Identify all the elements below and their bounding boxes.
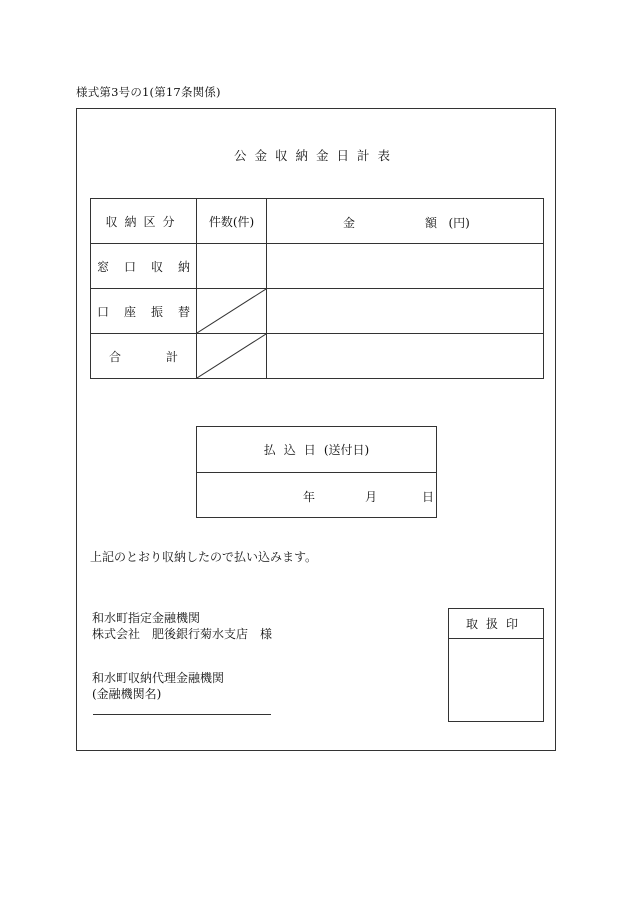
count-cell-window[interactable] [197, 244, 267, 289]
diagonal-slash [197, 289, 266, 333]
row-label-char: 替 [177, 304, 190, 319]
row-label-char: 窓 [97, 259, 110, 274]
agent-bank-block [92, 670, 224, 702]
year-label: 年 [303, 490, 316, 504]
table-row [91, 334, 544, 379]
designated-bank-title: 和水町指定金融機関 [92, 611, 201, 625]
row-label-char: 計 [165, 349, 178, 364]
agent-bank-name-label: (金融機関名) [92, 687, 162, 701]
table-row [91, 289, 544, 334]
header-amount-kin: 金 [343, 216, 356, 230]
header-amount-gaku-unit [425, 214, 470, 231]
month-label: 月 [365, 490, 378, 504]
header-amount-unit: (円) [448, 216, 470, 230]
document-title: 公金収納金日計表 [233, 148, 398, 163]
row-label-total [91, 334, 197, 379]
row-label-char: 納 [177, 259, 190, 274]
designated-bank-name: 株式会社 肥後銀行菊水支店 様 [92, 627, 273, 641]
handling-stamp-label: 取扱印 [449, 609, 543, 639]
amount-cell-transfer[interactable] [267, 289, 544, 334]
row-label-char: 収 [150, 259, 163, 274]
agent-bank-title: 和水町収納代理金融機関 [92, 671, 225, 685]
payment-date-header [197, 427, 436, 473]
header-amount-gaku: 額 [425, 216, 438, 230]
amount-cell-total[interactable] [267, 334, 544, 379]
row-label-char: 口 [97, 304, 110, 319]
payment-notice: 上記のとおり収納したので払い込みます。 [90, 550, 318, 564]
header-amount [267, 199, 544, 244]
payment-date-sub: (送付日) [323, 443, 370, 457]
collection-summary-table [90, 198, 544, 379]
table-header-row [91, 199, 544, 244]
day-label: 日 [422, 490, 435, 504]
header-count: 件数(件) [197, 199, 267, 244]
handling-stamp-area[interactable] [449, 639, 543, 723]
row-label-window [91, 244, 197, 289]
amount-cell-window[interactable] [267, 244, 544, 289]
row-label-char: 口 [123, 259, 136, 274]
row-label-char: 座 [123, 304, 136, 319]
bank-name-underline[interactable] [93, 714, 271, 715]
payment-date-box [196, 426, 437, 518]
diagonal-slash [197, 334, 266, 378]
payment-date-field[interactable] [197, 473, 436, 518]
row-label-char: 合 [109, 349, 122, 364]
handling-stamp-box [448, 608, 544, 722]
count-cell-transfer-slashed [197, 289, 267, 334]
table-row [91, 244, 544, 289]
row-label-transfer [91, 289, 197, 334]
form-number-label: 様式第3号の1(第17条関係) [76, 85, 221, 99]
header-category: 収納区分 [91, 199, 197, 244]
designated-bank-block [92, 610, 272, 642]
payment-date-label: 払込日 [263, 443, 324, 457]
count-cell-total-slashed [197, 334, 267, 379]
row-label-char: 振 [150, 304, 163, 319]
